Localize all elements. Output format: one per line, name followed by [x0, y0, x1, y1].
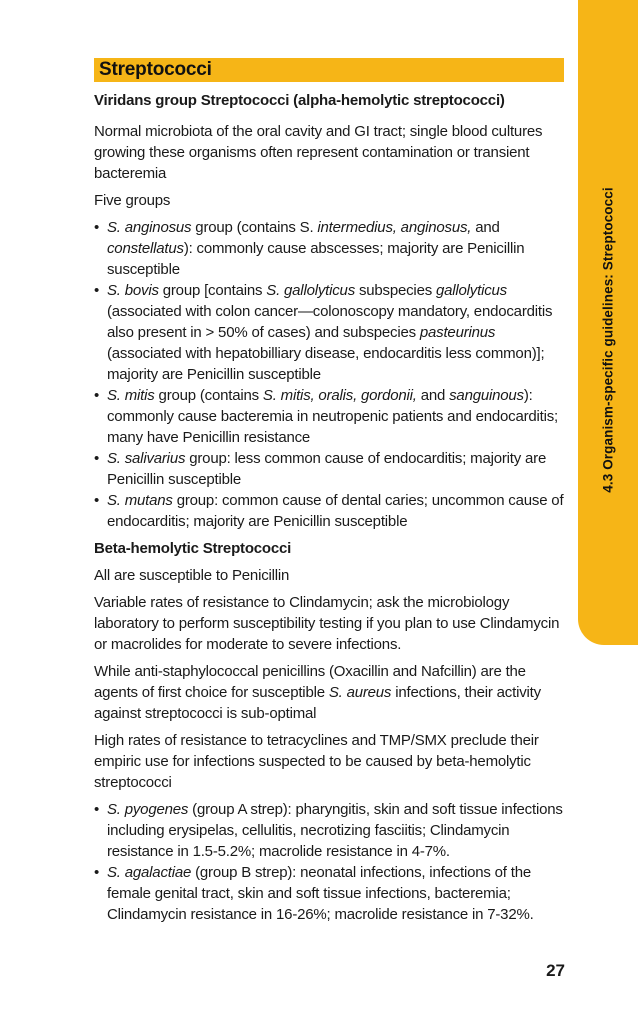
groups-label: Five groups: [94, 192, 171, 209]
list-item: • S. mitis group (contains S. mitis, oralis, gordonii, and sanguinous): commonly cause bacteremia in neutropenic patients and endocarditis; many have Penicillin resistance: [94, 387, 559, 446]
beta-paragraph-4: High rates of resistance to tetracyclines and TMP/SMX preclude their empiric use for infections suspected to be caused by beta-hemolytic streptococci: [94, 732, 539, 791]
side-tab: [578, 0, 638, 645]
bullet: •: [94, 387, 100, 404]
section-title: Streptococci: [94, 58, 564, 82]
bullet: •: [94, 492, 100, 509]
side-tab-label: 4.3 Organism-specific guidelines: Streptococci: [600, 187, 616, 493]
bullet: •: [94, 219, 100, 236]
beta-paragraph-2: Variable rates of resistance to Clindamycin; ask the microbiology laboratory to perform susceptibility testing if you plan to use Clindamycin or macrolides for moderate to severe infections.: [94, 594, 560, 653]
bullet: •: [94, 801, 100, 818]
bullet: •: [94, 282, 100, 299]
viridans-intro: Normal microbiota of the oral cavity and GI tract; single blood cultures growing these organisms often represent contamination or transient bacteremia: [94, 123, 543, 182]
page-number: 27: [546, 961, 565, 980]
page-content: [94, 58, 564, 931]
list-item: • S. salivarius group: less common cause of endocarditis; majority are Penicillin susceptible: [94, 450, 547, 488]
beta-list: [94, 799, 564, 925]
bullet: •: [94, 864, 100, 881]
list-item: • S. anginosus group (contains S. intermedius, anginosus, and constellatus): commonly cause abscesses; majority are Penicillin susceptible: [94, 219, 525, 278]
beta-heading: Beta-hemolytic Streptococci: [94, 540, 292, 557]
list-item: • S. agalactiae (group B strep): neonatal infections, infections of the female genital tract, skin and soft tissue infections, bacteremia; Clindamycin resistance in 16-26%; macrolide resistance in 7-32%.: [94, 864, 534, 923]
viridans-heading: Viridans group Streptococci (alpha-hemolytic streptococci): [94, 92, 505, 109]
list-item: • S. mutans group: common cause of dental caries; uncommon cause of endocarditis; majority are Penicillin susceptible: [94, 492, 564, 530]
list-item: • S. pyogenes (group A strep): pharyngitis, skin and soft tissue infections including erysipelas, cellulitis, necrotizing fasciitis; Clindamycin resistance in 1.5-5.2%; macrolide resistance in 4-7%.: [94, 801, 563, 860]
viridans-group-list: [94, 217, 564, 532]
bullet: •: [94, 450, 100, 467]
list-item: • S. bovis group [contains S. gallolyticus subspecies gallolyticus (associated with colon cancer—colonoscopy mandatory, endocarditis also present in > 50% of cases) and subspecies pasteurinus (associated with hepatobilliary disease, endocarditis less common)]; majority are Penicillin susceptible: [94, 282, 553, 383]
beta-paragraph-3: While anti-staphylococcal penicillins (Oxacillin and Nafcillin) are the agents of first choice for susceptible S. aureus infections, their activity against streptococci is sub-optimal: [94, 663, 541, 722]
beta-paragraph-1: All are susceptible to Penicillin: [94, 567, 290, 584]
